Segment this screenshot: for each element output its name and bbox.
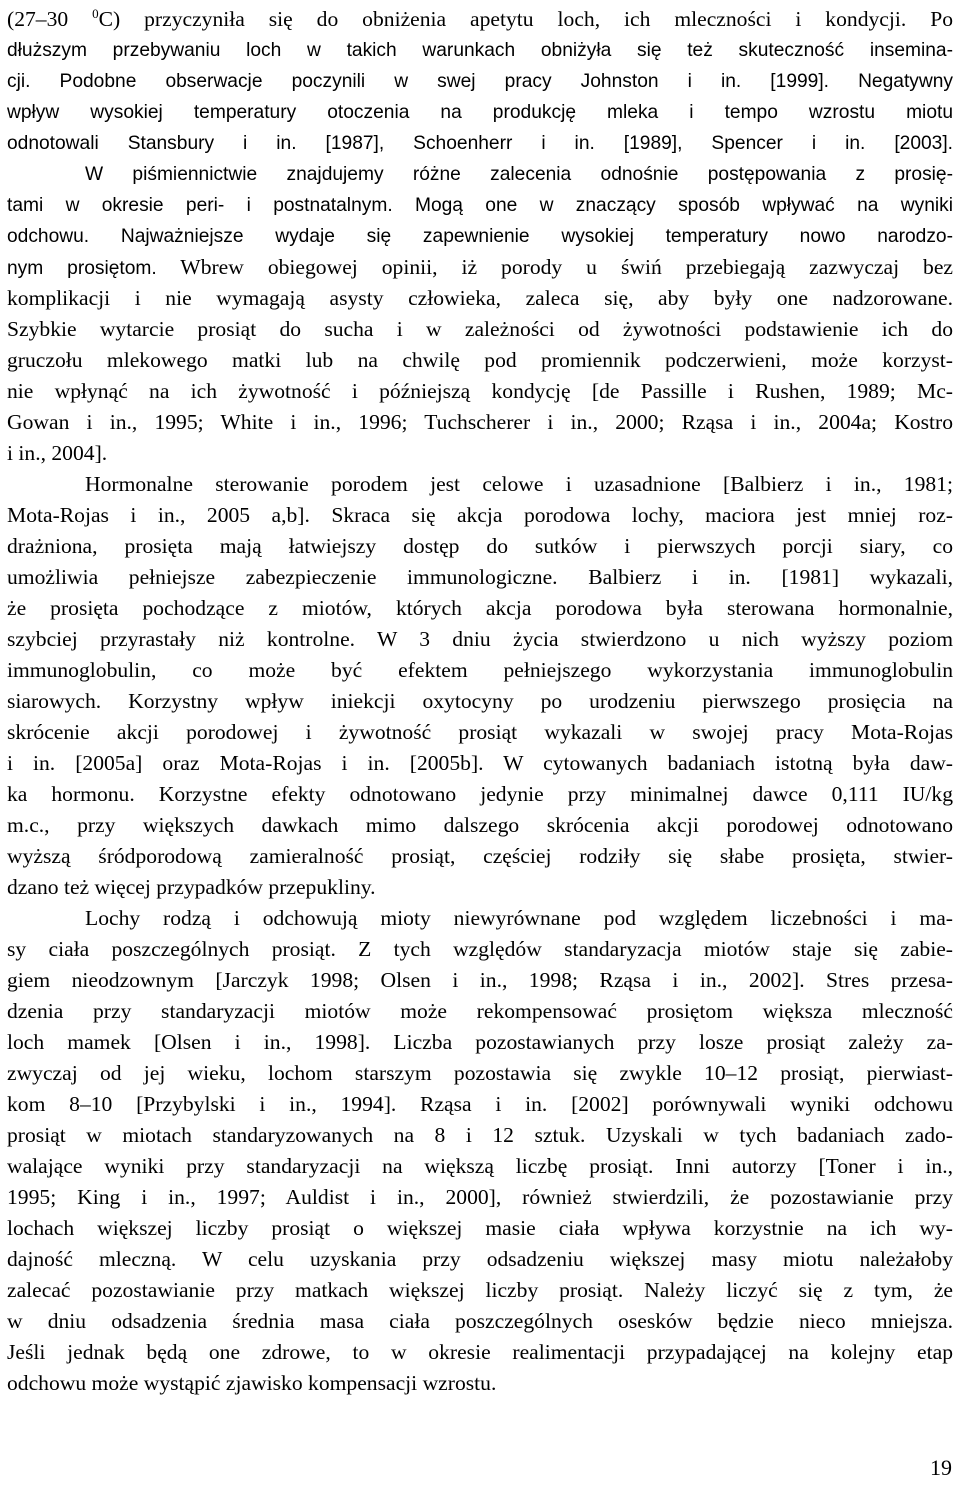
text-line: siarowych. Korzystny wpływ iniekcji oxytocyny po urodzeniu pierwszego prosięcia na <box>7 689 953 713</box>
text-line: szybciej przyrastały niż kontrolne. W 3 dniu życia stwierdzono u nich wyższy poziom <box>7 627 953 651</box>
text-line: sy ciała poszczególnych prosiąt. Z tych względów standaryzacja miotów staje się zabie- <box>7 937 953 961</box>
text-segment: Wbrew obiegowej opinii, iż porody u świń przebiegają zazwyczaj bez <box>156 255 953 279</box>
degree-superscript: 0 <box>92 6 99 21</box>
text-line: nie wpłynąć na ich żywotność i późniejszą kondycję [de Passille i Rushen, 1989; Mc- <box>7 379 953 403</box>
text-line: że prosięta pochodzące z miotów, których akcja porodowa była sterowana hormonalnie, <box>7 596 953 620</box>
text-segment: (27–30 <box>7 7 93 31</box>
text-line: ka hormonu. Korzystne efekty odnotowano jedynie przy minimalnej dawce 0,111 IU/kg <box>7 782 953 806</box>
text-line: odchowu. Najważniejsze wydaje się zapewnienie wysokiej temperatury nowo narodzo- <box>7 226 953 247</box>
text-line: i in., 2004]. <box>7 441 108 465</box>
text-line: Gowan i in., 1995; White i in., 1996; Tuchscherer i in., 2000; Rząsa i in., 2004a; Kostro <box>7 410 953 434</box>
text-line: cji. Podobne obserwacje poczynili w swej pracy Johnston i in. [1999]. Negatywny <box>7 71 953 92</box>
text-line: m.c., przy większych dawkach mimo dalszego skrócenia akcji porodowej odnotowano <box>7 813 953 837</box>
text-segment: C) przyczyniła się do obniżenia apetytu loch, ich mleczności i kondycji. Po <box>98 7 953 31</box>
text-line: dajność mleczną. W celu uzyskania przy odsadzeniu większej masy miotu należałoby <box>7 1247 953 1271</box>
text-line: immunoglobulin, co może być efektem pełniejszego wykorzystania immunoglobulin <box>7 658 953 682</box>
text-line: skrócenie akcji porodowej i żywotność prosiąt wykazali w swojej pracy Mota-Rojas <box>7 720 953 744</box>
text-line: i in. [2005a] oraz Mota-Rojas i in. [2005b]. W cytowanych badaniach istotną była daw- <box>7 751 953 775</box>
text-line: zalecać pozostawianie przy matkach większej liczby prosiąt. Należy liczyć się z tym, że <box>7 1278 953 1302</box>
text-line <box>7 252 953 283</box>
text-line: W piśmiennictwie znajdujemy różne zalecenia odnośnie postępowania z prosię- <box>85 164 953 185</box>
text-line: walające wyniki przy standaryzacji na większą liczbę prosiąt. Inni autorzy [Toner i in., <box>7 1154 953 1178</box>
text-line: Lochy rodzą i odchowują mioty niewyrównane pod względem liczebności i ma- <box>85 906 953 930</box>
text-line: odchowu może wystąpić zjawisko kompensacji wzrostu. <box>7 1371 497 1395</box>
text-line: zwyczaj od jej wieku, lochom starszym pozostawia się zwykle 10–12 prosiąt, pierwiast- <box>7 1061 953 1085</box>
text-line: loch mamek [Olsen i in., 1998]. Liczba pozostawianych przy losze prosiąt zależy za- <box>7 1030 953 1054</box>
text-line: odnotowali Stansbury i in. [1987], Schoenherr i in. [1989], Spencer i in. [2003]. <box>7 133 953 154</box>
text-line: w dniu odsadzenia średnia masa ciała poszczególnych osesków będzie nieco mniejsza. <box>7 1309 953 1333</box>
text-segment: nym prosiętom. <box>7 258 157 279</box>
text-line: wpływ wysokiej temperatury otoczenia na produkcję mleka i tempo wzrostu miotu <box>7 102 953 123</box>
text-line: umożliwia pełniejsze zabezpieczenie immunologiczne. Balbierz i in. [1981] wykazali, <box>7 565 953 589</box>
text-line: drażniona, prosięta mają łatwiejszy dostęp do sutków i pierwszych porcji siary, co <box>7 534 953 558</box>
text-line: wyższą śródporodową zamieralność prosiąt, częściej rodziły się słabe prosięta, stwier- <box>7 844 953 868</box>
page-number: 19 <box>930 1455 952 1480</box>
text-line: tami w okresie peri- i postnatalnym. Mogą one w znaczący sposób wpływać na wyniki <box>7 195 953 216</box>
text-line: giem nieodzownym [Jarczyk 1998; Olsen i in., 1998; Rząsa i in., 2002]. Stres przesa- <box>7 968 953 992</box>
text-line: lochach większej liczby prosiąt o większej masie ciała wpływa korzystnie na ich wy- <box>7 1216 953 1240</box>
text-line: Szybkie wytarcie prosiąt do sucha i w zależności od żywotności podstawienie ich do <box>7 317 953 341</box>
text-line <box>7 4 953 35</box>
text-line: Jeśli jednak będą one zdrowe, to w okresie realimentacji przypadającej na kolejny etap <box>7 1340 953 1364</box>
text-line: Mota-Rojas i in., 2005 a,b]. Skraca się akcja porodowa lochy, maciora jest mniej roz- <box>7 503 953 527</box>
text-line: dzano też więcej przypadków przepukliny. <box>7 875 376 899</box>
text-line: 1995; King i in., 1997; Auldist i in., 2000], również stwierdzili, że pozostawianie przy <box>7 1185 953 1209</box>
body-text <box>7 4 953 1399</box>
text-line: dzenia przy standaryzacji miotów może rekompensować prosiętom większa mleczność <box>7 999 953 1023</box>
text-line: gruczołu mlekowego matki lub na chwilę pod promiennik podczerwieni, może korzyst- <box>7 348 953 372</box>
text-line: prosiąt w miotach standaryzowanych na 8 i 12 sztuk. Uzyskali w tych badaniach zado- <box>7 1123 953 1147</box>
text-line: kom 8–10 [Przybylski i in., 1994]. Rząsa i in. [2002] porównywali wyniki odchowu <box>7 1092 953 1116</box>
text-line: Hormonalne sterowanie porodem jest celowe i uzasadnione [Balbierz i in., 1981; <box>85 472 953 496</box>
text-line: komplikacji i nie wymagają asysty człowieka, zaleca się, aby były one nadzorowane. <box>7 286 953 310</box>
text-line: dłuższym przebywaniu loch w takich warunkach obniżyła się też skuteczność insemina- <box>7 40 953 61</box>
